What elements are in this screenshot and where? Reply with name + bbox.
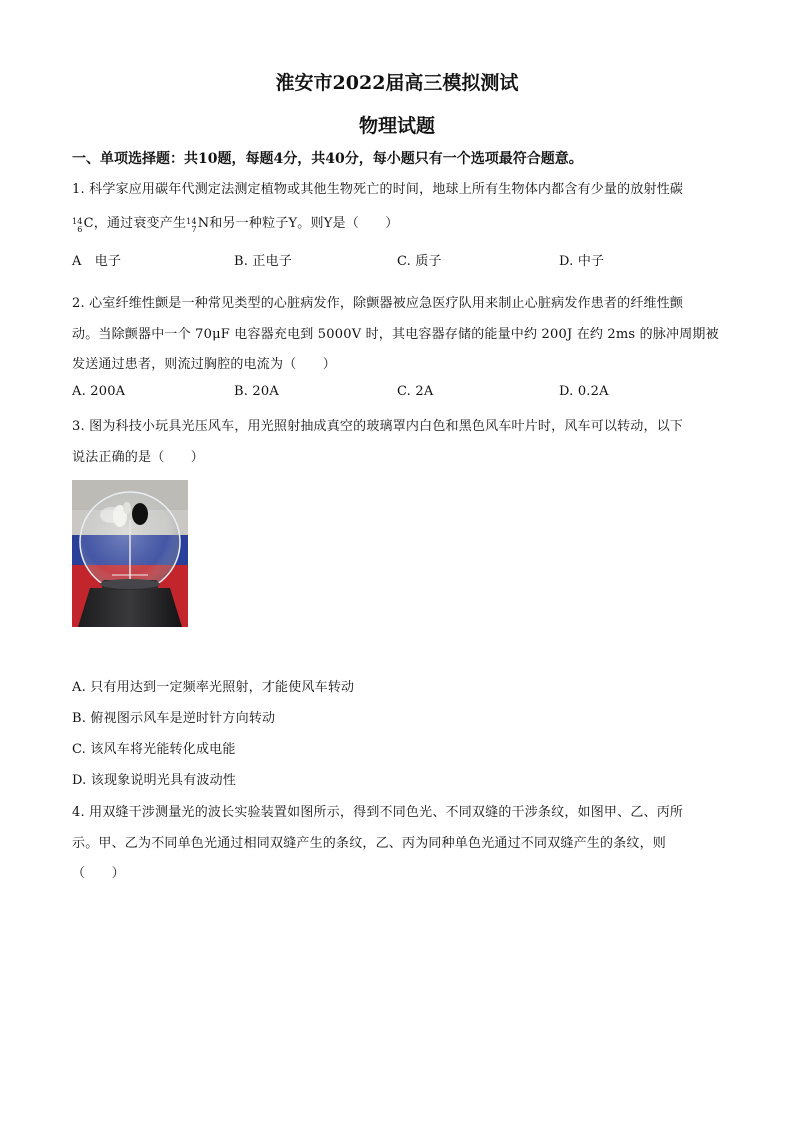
exam-subtitle: 物理试题 bbox=[358, 115, 435, 137]
exam-title: 淮安市2022届高三模拟测试 bbox=[275, 72, 519, 94]
q1-mid-text: ，通过衰变产生 bbox=[93, 216, 187, 231]
q2-stem-line3: 发送通过患者，则流过胸腔的电流为（ ） bbox=[72, 357, 337, 372]
q2-option-d: D. 0.2A bbox=[559, 384, 609, 399]
radiometer-illustration bbox=[72, 480, 188, 627]
q3-option-c: C. 该风车将光能转化成电能 bbox=[72, 742, 236, 757]
q4-stem-line2: 示。甲、乙为不同单色光通过相同双缝产生的条纹，乙、丙为同种单色光通过不同双缝产生的条纹，则 bbox=[72, 836, 667, 851]
q1-option-a: A 电子 bbox=[72, 254, 122, 269]
q1-stem-line2 bbox=[72, 212, 399, 234]
q2-option-c: C. 2A bbox=[397, 384, 434, 399]
q4-stem-line3: （ ） bbox=[72, 866, 125, 881]
carbon-symbol: C bbox=[83, 216, 94, 231]
q3-option-a: A. 只有用达到一定频率光照射，才能使风车转动 bbox=[72, 680, 355, 695]
q1-stem-line1: 1. 科学家应用碳年代测定法测定植物或其他生物死亡的时间，地球上所有生物体内都含有少量的放射性碳 bbox=[72, 182, 684, 197]
q2-stem-line2: 动。当除颤器中一个 70μF 电容器充电到 5000V 时，其电容器存储的能量中约 200J 在约 2ms 的脉冲周期被 bbox=[72, 327, 719, 342]
q1-end-text: 和另一种粒子Y。则Y是（ ） bbox=[209, 216, 399, 231]
q1-option-c: C. 质子 bbox=[397, 254, 442, 269]
q2-stem-line1: 2. 心室纤维性颤是一种常见类型的心脏病发作，除颤器被应急医疗队用来制止心脏病发作患者的纤维性颤 bbox=[72, 296, 684, 311]
q1-option-d: D. 中子 bbox=[559, 254, 605, 269]
section-heading: 一、单项选择题：共10题，每题4分，共40分，每小题只有一个选项最符合题意。 bbox=[72, 151, 583, 167]
q3-stem-line2: 说法正确的是（ ） bbox=[72, 450, 205, 465]
q3-stem-line1: 3. 图为科技小玩具光压风车，用光照射抽成真空的玻璃罩内白色和黑色风车叶片时，风车可以转动，以下 bbox=[72, 419, 684, 434]
radiometer-photo bbox=[72, 480, 188, 627]
carbon-isotope-numbers: 14 6 bbox=[72, 217, 83, 234]
nitrogen-symbol: N bbox=[197, 216, 210, 231]
nitrogen-isotope-numbers: 14 7 bbox=[186, 217, 197, 234]
q2-option-a: A. 200A bbox=[72, 384, 126, 399]
q3-option-d: D. 该现象说明光具有波动性 bbox=[72, 773, 237, 788]
q3-option-b: B. 俯视图示风车是逆时针方向转动 bbox=[72, 711, 276, 726]
q4-stem-line1: 4. 用双缝干涉测量光的波长实验装置如图所示，得到不同色光、不同双缝的干涉条纹，如图甲、乙、丙所 bbox=[72, 805, 684, 820]
q1-option-b: B. 正电子 bbox=[234, 254, 293, 269]
q2-option-b: B. 20A bbox=[234, 384, 279, 399]
